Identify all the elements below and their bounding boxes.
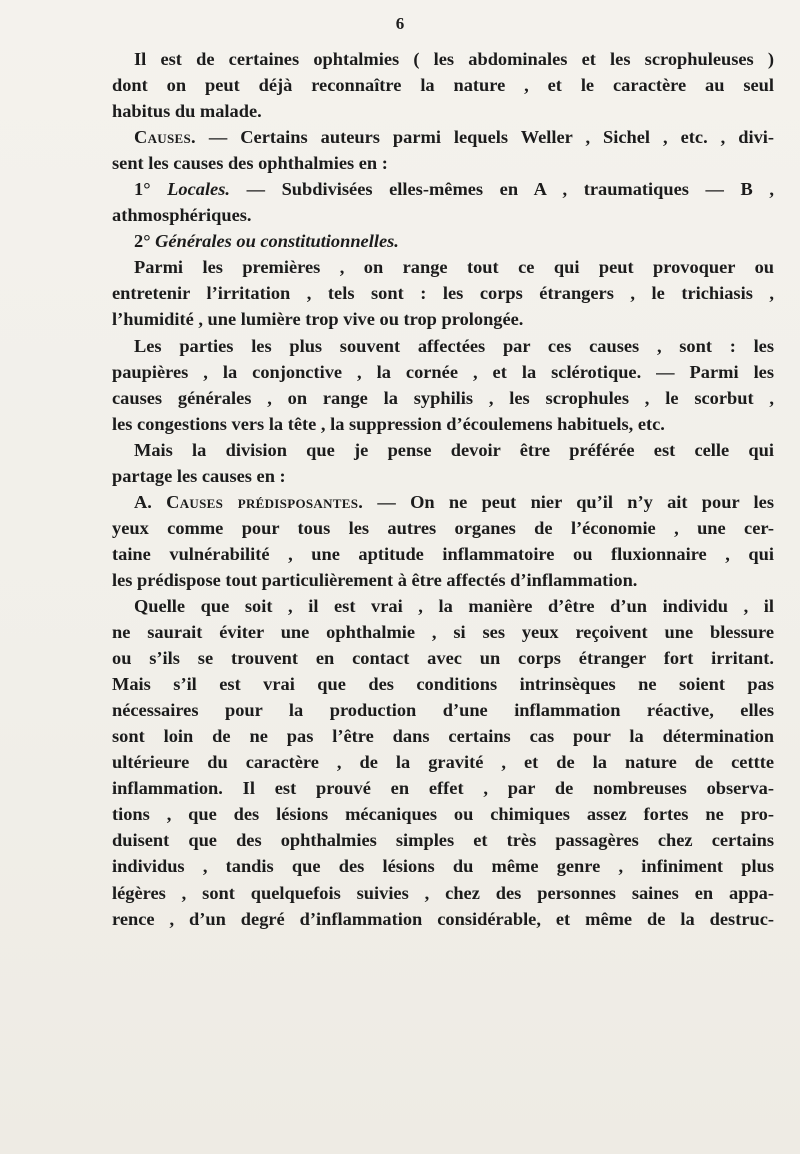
text-segment: les congestions vers la tête , la suppression d’écoulemens habituels, etc. (112, 413, 665, 434)
text-segment: yeux comme pour tous les autres organes de l’économie , une cer- (112, 517, 774, 538)
text-line (112, 411, 774, 437)
text-line (112, 46, 774, 72)
text-line (112, 671, 774, 697)
text-segment: les prédispose tout particulièrement à être affectés d’inflammation. (112, 569, 638, 590)
text-segment: ne saurait éviter une ophthalmie , si ses yeux reçoivent une blessure (112, 622, 774, 643)
text-segment: Quelle que soit , il est vrai , la manière d’être d’un individu , il (134, 595, 774, 616)
text-segment: 2° (134, 231, 156, 252)
text-line (112, 306, 774, 332)
text-segment: — Subdivisées elles-mêmes en A , traumatiques — B , (229, 179, 774, 200)
text-line (112, 228, 774, 254)
text-line (112, 749, 774, 775)
text-segment: ou s’ils se trouvent en contact avec un corps étranger fort irritant. (112, 648, 774, 669)
text-line (112, 567, 774, 593)
text-line (112, 72, 774, 98)
text-segment: taine vulnérabilité , une aptitude inflammatoire ou fluxionnaire , qui (112, 543, 774, 564)
text-segment: rence , d’un degré d’inflammation considérable, et même de la destruc- (112, 908, 774, 929)
text-line (112, 489, 774, 515)
text-line (112, 541, 774, 567)
text-segment: ultérieure du caractère , de la gravité , et de la nature de cettte (112, 752, 774, 773)
text-segment: duisent que des ophthalmies simples et très passagères chez certains (112, 830, 774, 851)
text-segment: causes générales , on range la syphilis , les scrophules , le scorbut , (112, 387, 774, 408)
text-segment: tions , que des lésions mécaniques ou chimiques assez fortes ne pro- (112, 804, 774, 825)
text-line (112, 437, 774, 463)
text-line (112, 697, 774, 723)
text-segment: paupières , la conjonctive , la cornée , et la sclérotique. — Parmi les (112, 361, 774, 382)
text-segment: inflammation. Il est prouvé en effet , par de nombreuses observa- (112, 778, 774, 799)
text-line (112, 906, 774, 932)
text-segment: individus , tandis que des lésions du même genre , infiniment plus (112, 856, 774, 877)
text-line (112, 150, 774, 176)
text-segment: athmosphériques. (112, 205, 252, 226)
text-segment: A. (134, 491, 167, 512)
text-segment: Mais s’il est vrai que des conditions intrinsèques ne soient pas (112, 674, 774, 695)
text-line (112, 775, 774, 801)
text-segment: l’humidité , une lumière trop vive ou trop prolongée. (112, 309, 524, 330)
text-segment: Mais la division que je pense devoir être préférée est celle qui (134, 439, 774, 460)
text-segment: légères , sont quelquefois suivies , chez des personnes saines en appa- (112, 882, 774, 903)
text-line (112, 801, 774, 827)
text-line (112, 98, 774, 124)
text-line (112, 359, 774, 385)
section-heading: Causes. (134, 127, 196, 148)
text-segment: sont loin de ne pas l’être dans certains cas pour la détermination (112, 726, 774, 747)
text-line (112, 593, 774, 619)
text-segment: Les parties les plus souvent affectées par ces causes , sont : les (134, 335, 774, 356)
text-segment: — On ne peut nier qu’il n’y ait pour les (363, 491, 774, 512)
text-line (112, 124, 774, 150)
text-line (112, 827, 774, 853)
text-segment: — Certains auteurs parmi lequels Weller , Sichel , etc. , divi- (195, 127, 774, 148)
text-line (112, 333, 774, 359)
text-segment: 1° (134, 179, 168, 200)
text-segment: sent les causes des ophthalmies en : (112, 153, 388, 174)
text-line (112, 645, 774, 671)
text-segment: dont on peut déjà reconnaître la nature , et le caractère au seul (112, 75, 774, 96)
text-segment: partage les causes en : (112, 465, 286, 486)
text-line (112, 723, 774, 749)
text-line (112, 853, 774, 879)
text-segment: Parmi les premières , on range tout ce qui peut provoquer ou (134, 257, 774, 278)
text-segment: nécessaires pour la production d’une inflammation réactive, elles (112, 700, 774, 721)
body-text (112, 46, 774, 932)
text-line (112, 880, 774, 906)
text-segment: Il est de certaines ophtalmies ( les abdominales et les scrophuleuses ) (134, 49, 774, 69)
text-line (112, 463, 774, 489)
text-segment: entretenir l’irritation , tels sont : les corps étrangers , le trichiasis , (112, 283, 774, 304)
text-line (112, 619, 774, 645)
page-number: 6 (395, 14, 405, 33)
text-line (112, 385, 774, 411)
text-line (112, 176, 774, 202)
text-segment: habitus du malade. (112, 101, 262, 122)
italic-term: Locales. (167, 179, 230, 200)
text-line (112, 280, 774, 306)
text-line (112, 202, 774, 228)
text-line (112, 254, 774, 280)
section-heading: Causes prédisposantes. (166, 491, 364, 512)
italic-term: Générales ou constitutionnelles. (155, 231, 399, 252)
text-line (112, 515, 774, 541)
